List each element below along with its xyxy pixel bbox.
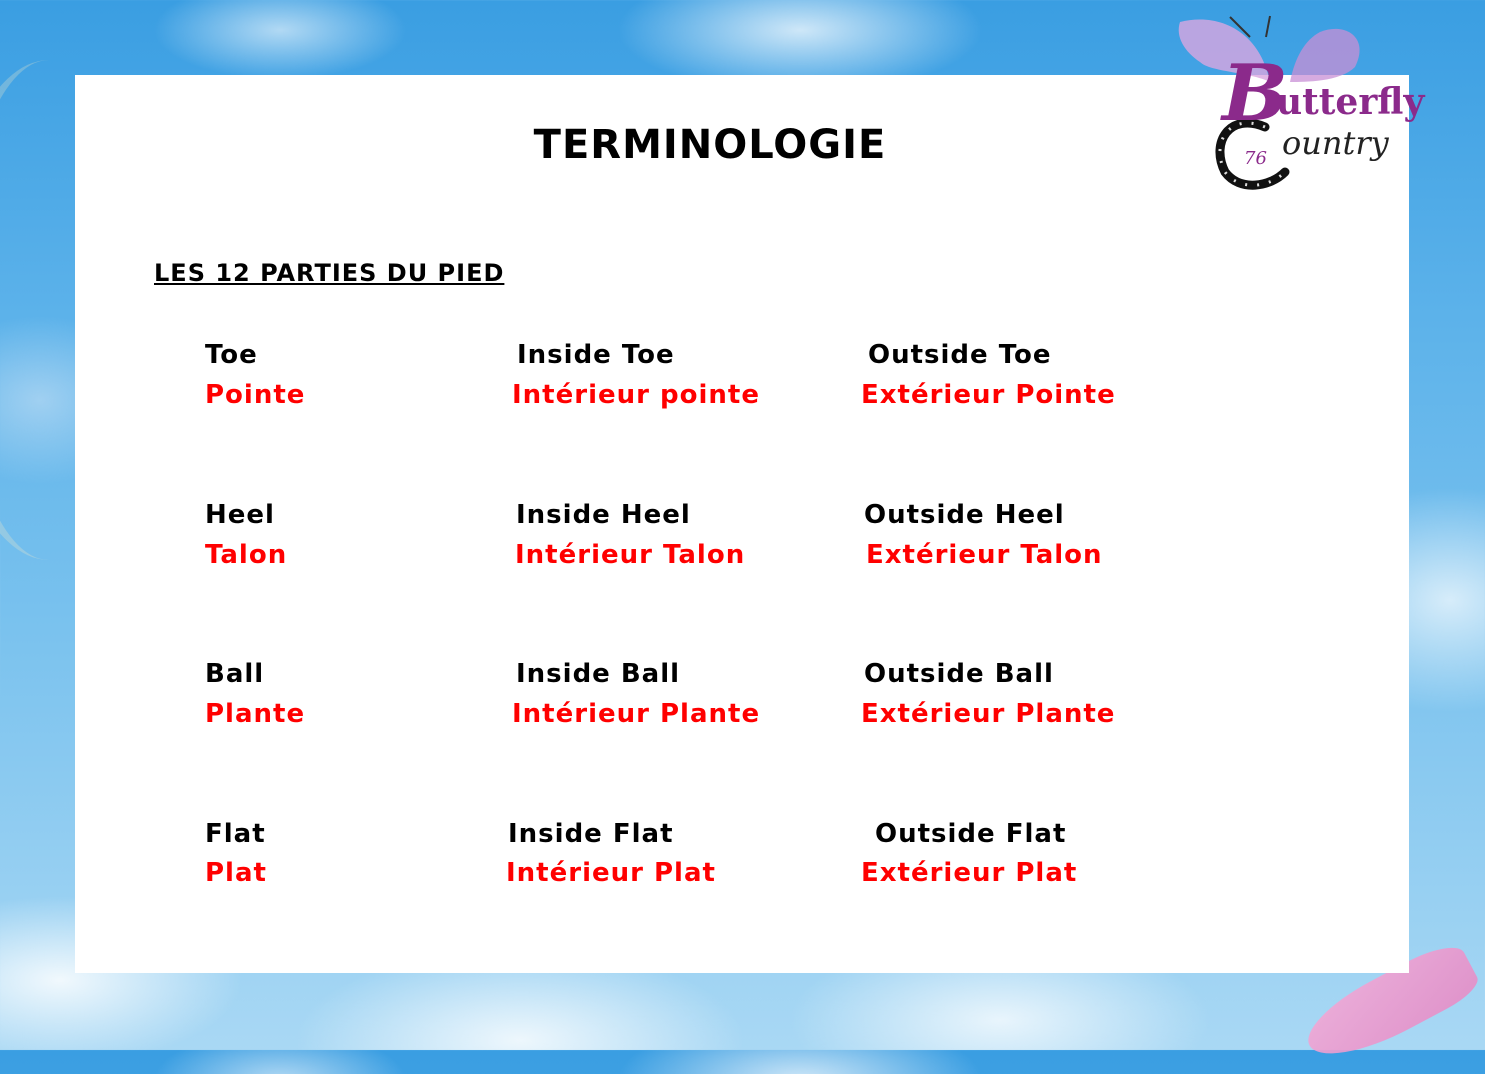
term-english: Outside Ball — [864, 659, 1054, 689]
term-french: Talon — [205, 540, 288, 570]
term-english: Inside Heel — [516, 500, 691, 530]
term-french: Extérieur Plante — [861, 699, 1116, 729]
logo-number: 76 — [1244, 148, 1267, 169]
term-french: Extérieur Plat — [861, 858, 1078, 888]
term-english: Ball — [205, 659, 265, 689]
term-english: Outside Flat — [875, 819, 1067, 849]
term-french: Plat — [205, 858, 267, 888]
term-french: Extérieur Talon — [866, 540, 1103, 570]
term-english: Outside Toe — [868, 340, 1052, 370]
term-french: Pointe — [205, 380, 306, 410]
term-english: Flat — [205, 819, 266, 849]
term-english: Heel — [205, 500, 275, 530]
term-english: Inside Flat — [508, 819, 674, 849]
term-french: Plante — [205, 699, 306, 729]
term-english: Outside Heel — [864, 500, 1065, 530]
term-french: Intérieur pointe — [512, 380, 760, 410]
term-english: Inside Toe — [517, 340, 675, 370]
logo-initial-b: B — [1222, 48, 1288, 139]
term-french: Intérieur Plat — [506, 858, 716, 888]
butterfly-wing-right-icon — [1290, 29, 1360, 82]
logo-word-butterfly: utterfly — [1276, 81, 1425, 123]
butterfly-antenna-right-icon — [1266, 16, 1270, 37]
butterfly-country-logo — [1170, 12, 1445, 197]
logo-word-country: ountry — [1282, 124, 1389, 162]
term-french: Intérieur Talon — [515, 540, 746, 570]
term-french: Extérieur Pointe — [861, 380, 1116, 410]
page-title: TERMINOLOGIE — [533, 122, 887, 168]
term-english: Toe — [205, 340, 258, 370]
section-heading: LES 12 PARTIES DU PIED — [154, 259, 505, 287]
term-french: Intérieur Plante — [512, 699, 761, 729]
term-english: Inside Ball — [516, 659, 681, 689]
content-panel — [75, 75, 1409, 973]
